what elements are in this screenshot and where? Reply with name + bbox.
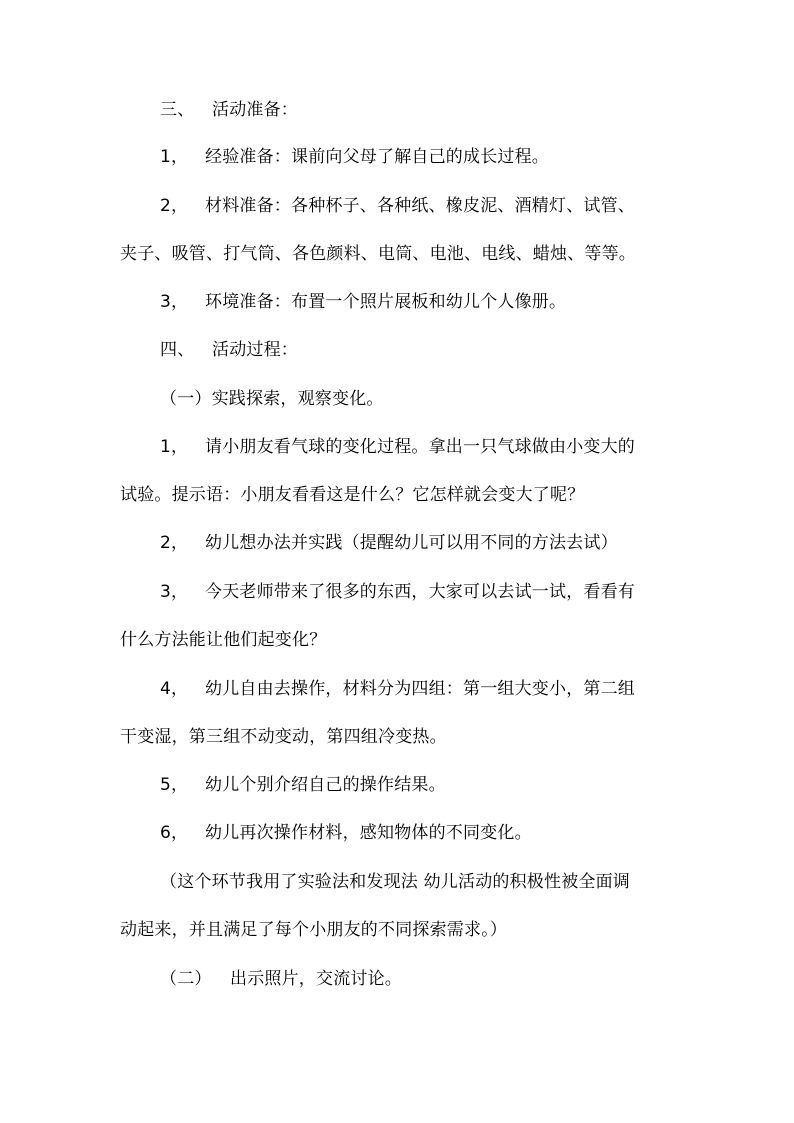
step-item-4-continuation [120,727,447,747]
step-item-1 [160,437,635,457]
step-item-1-continuation [120,485,584,505]
section-title: 活动准备： [212,100,298,120]
item-number: 5， [160,775,189,795]
item-number: 2， [160,533,189,553]
section-number: 四、 [160,340,195,360]
item-text: 经验准备：课前向父母了解自己的成长过程。 [205,147,549,167]
item-text: 请小朋友看气球的变化过程。拿出一只气球做由小变大的 [205,437,635,457]
note-line-1: （这个环节我用了实验法和发现法 幼儿活动的积极性被全面调 [160,872,631,892]
section-heading-3 [160,100,298,120]
step-item-3 [160,582,635,602]
step-item-4 [160,679,635,699]
item-text-continued: 试验。提示语：小朋友看看这是什么？它怎样就会变大了呢？ [120,485,585,505]
item-text-continued: 什么方法能让他们起变化？ [120,630,327,650]
item-number: 1， [160,437,189,457]
section-heading-4 [160,340,298,360]
note-paragraph-continuation [120,920,507,940]
item-number: 2， [160,196,189,216]
part-title: （一）实践探索，观察变化。 [160,389,384,409]
item-number: 6， [160,823,189,843]
section-number: 三、 [160,100,195,120]
part-number: （二） [160,969,212,989]
note-line-2: 动起来，并且满足了每个小朋友的不同探索需求。） [120,920,508,940]
part-title: 出示照片，交流讨论。 [230,969,402,989]
item-number: 3， [160,292,189,312]
step-item-2 [160,533,618,553]
step-item-3-continuation [120,630,326,650]
step-item-6 [160,823,532,843]
item-text: 环境准备：布置一个照片展板和幼儿个人像册。 [205,292,567,312]
prep-item-3 [160,292,566,312]
prep-item-2 [160,196,635,216]
item-text: 材料准备：各种杯子、各种纸、橡皮泥、酒精灯、试管、 [205,196,635,216]
item-text: 今天老师带来了很多的东西，大家可以去试一试，看看有 [205,582,635,602]
item-number: 4， [160,679,189,699]
item-text: 幼儿自由去操作，材料分为四组：第一组大变小，第二组 [205,679,635,699]
section-title: 活动过程： [212,340,298,360]
item-number: 3， [160,582,189,602]
item-number: 1， [160,147,189,167]
part-heading-1 [160,389,384,409]
part-heading-2 [160,969,402,989]
item-text-continued: 夹子、吸管、打气筒、各色颜料、电筒、电池、电线、蜡烛、等等。 [120,244,636,264]
item-text: 幼儿个别介绍自己的操作结果。 [205,775,446,795]
item-text: 幼儿再次操作材料，感知物体的不同变化。 [205,823,532,843]
prep-item-1 [160,147,549,167]
step-item-5 [160,775,446,795]
prep-item-2-continuation [120,244,636,264]
item-text-continued: 干变湿，第三组不动变动，第四组冷变热。 [120,727,447,747]
item-text: 幼儿想办法并实践（提醒幼儿可以用不同的方法去试） [205,533,618,553]
note-paragraph [160,872,630,892]
